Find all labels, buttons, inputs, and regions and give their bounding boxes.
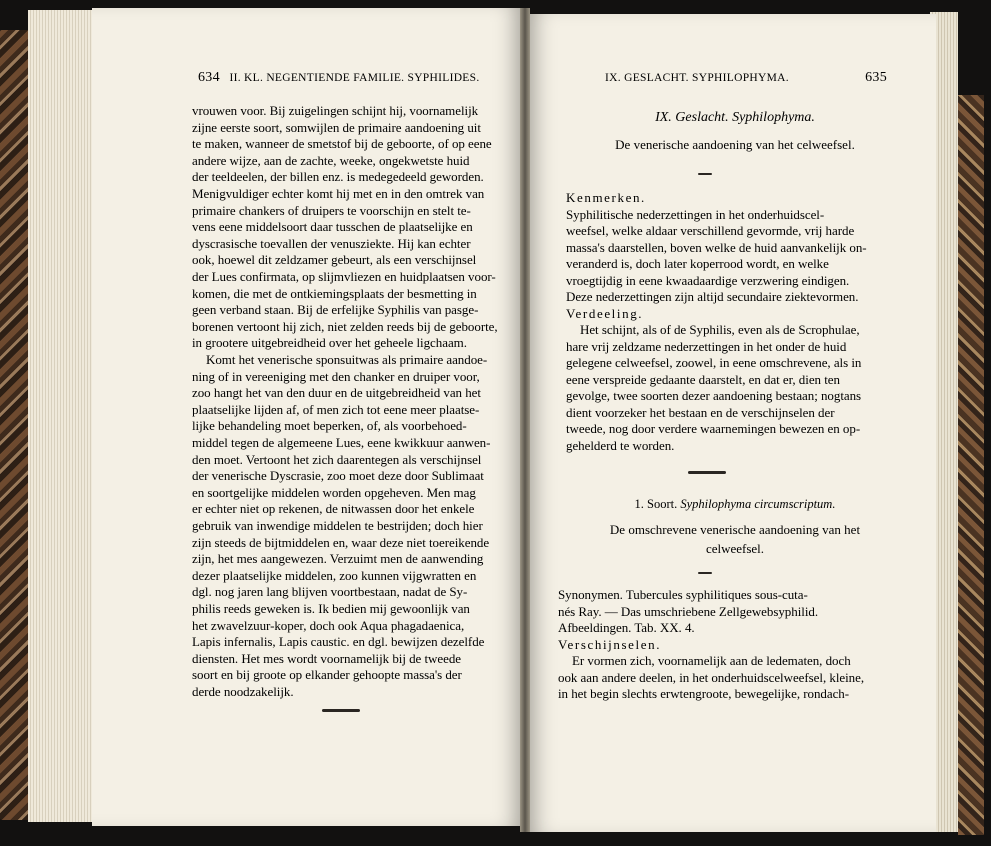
text-line: vrouwen voor. Bij zuigelingen schijnt hij, voornamelijk (192, 103, 479, 118)
text-line: vens eene middelsoort daar tusschen de plaatselijke en (192, 219, 473, 235)
text-line: ook aan andere deelen, in het onderhuidscelweefsel, kleine, (558, 669, 865, 685)
text-line: diensten. Het mes wordt voornamelijk bij de tweede (192, 650, 461, 666)
text-line: te maken, wanneer de smetstof bij de geboorte, of op eene (192, 136, 492, 152)
text-line: komen, die met de ontkiemingsplaats der besmetting in (192, 285, 477, 301)
book-gutter (520, 8, 530, 832)
text-line: der Lues confirmata, op slijmvliezen en huidplaatsen voor- (192, 269, 496, 284)
text-line: gelegene celweefsel, zoowel, in eene omschrevene, als in (566, 355, 862, 370)
text-line: tweede, nog door verdere waarnemingen bewezen en op- (566, 421, 861, 436)
section-ornament (688, 471, 726, 474)
text-line: veranderd is, doch later koperrood wordt, en welke (566, 256, 829, 271)
text-line: Er vormen zich, voornamelijk aan de ledematen, doch (572, 653, 851, 668)
text-line: Syphilitische nederzettingen in het onderhuidscel- (566, 206, 825, 222)
text-line: primaire chankers of druipers te voorschijn en stelt te- (192, 202, 471, 218)
text-line: weefsel, welke aldaar verschillend gevormde, vrij harde (566, 223, 855, 238)
text-line: Synonymen. Tubercules syphilitiques sous-cuta- (558, 587, 808, 602)
text-line: gehelderd te worden. (566, 437, 675, 453)
text-line: in grootere uitgebreidheid over het geheele ligchaam. (192, 335, 467, 351)
right-running-title: IX. GESLACHT. SYPHILOPHYMA. (605, 72, 789, 84)
species-heading (560, 497, 910, 512)
end-ornament-left (322, 709, 360, 712)
section-dash-1 (698, 173, 712, 175)
text-line: andere wijze, aan de zachte, weeke, ongekwetste huid (192, 152, 470, 168)
text-line: ning of in vereeniging met den chanker en druiper voor, (192, 368, 480, 384)
page-number-right: 635 (865, 70, 887, 85)
text-line: dgl. nog jaren lang blijven voortbestaan, nadat de Sy- (192, 584, 468, 600)
species-description-line-1: De omschrevene venerische aandoening van het (609, 522, 861, 537)
species-description-line-2: celweefsel. (705, 541, 765, 556)
text-line: lijke behandeling moet beperken, of, als voorbehoed- (192, 418, 467, 434)
text-line: Lapis infernalis, Lapis caustic. en dgl. bewijzen dezelfde (192, 634, 485, 650)
text-line: Afbeeldingen. Tab. XX. 4. (558, 620, 695, 635)
species-name: Syphilophyma circumscriptum. (680, 497, 836, 511)
text-line: der teeldeelen, der billen enz. is medegedeeld geworden. (192, 169, 484, 185)
text-line: zoo hangt het van den duur en de uitgebreidheid van het (192, 385, 481, 401)
text-line: hare vrij zeldzame nederzettingen in het onder de huid (566, 338, 847, 354)
genus-subtitle: De venerische aandoening van het celweefsel. (615, 137, 855, 152)
text-line: eene verspreide gedaante daarstelt, en dat er, dien ten (566, 371, 840, 387)
text-line: Verschijnselen. (558, 636, 662, 652)
species-number: 1. Soort. (634, 497, 678, 511)
text-line: plaatselijke lijden af, of men zich tot eene meer plaatse- (192, 401, 480, 417)
text-line: Komt het venerische sponsuitwas als primaire aandoe- (206, 352, 488, 367)
page-number-left: 634 (198, 70, 220, 85)
text-line: dient voorzeker het bestaan en de verschijnselen der (566, 404, 835, 420)
text-line: Verdeeling. (566, 305, 644, 321)
text-line: philis reeds geweken is. Ik bedien mij gewoonlijk van (192, 601, 470, 616)
text-line: massa's daarstellen, boven welke de huid aanvankelijk on- (566, 239, 867, 255)
text-line: nés Ray. — Das umschriebene Zellgewebsyphilid. (558, 603, 819, 619)
text-line: en soortgelijke middelen worden opgeheven. Men mag (192, 484, 476, 500)
text-line: borenen vertoont hij zich, niet zelden reeds bij de geboorte, (192, 318, 498, 334)
text-line: het zwavelzuur-koper, doch ook Aqua phagadaenica, (192, 617, 465, 633)
text-line: zijn steeds de bijtmiddelen en, waar deze niet toereikende (192, 534, 490, 550)
text-line: Kenmerken. (566, 190, 646, 205)
section-dash-2 (698, 572, 712, 574)
text-line: in het begin slechts erwtengroote, bewegelijke, rondach- (558, 686, 850, 701)
text-line: zijne eerste soort, somwijlen de primaire aandoening uit (192, 119, 481, 135)
genus-title: IX. Geslacht. Syphilophyma. (655, 110, 815, 125)
text-line: der venerische Dyscrasie, zoo moet deze door Sublimaat (192, 468, 484, 484)
text-line: vroegtijdig in eene kwaadaardige verzwering eindigen. (566, 272, 850, 288)
text-line: gevolge, twee soorten dezer aandoening bestaan; nogtans (566, 388, 862, 403)
text-line: ook, hoewel dit zeldzamer gebeurt, als een verschijnsel (192, 252, 477, 268)
text-line: er echter niet op rekenen, de nitwassen door het enkele (192, 501, 475, 517)
text-line: soort en bij groote op elkander gehoopte massa's der (192, 667, 462, 683)
text-line: dyscrasische toevallen der venusziekte. Hij kan echter (192, 235, 471, 251)
text-line: Menigvuldiger echter komt hij met en in den omtrek van (192, 186, 485, 201)
book-cover-marbled-right (958, 95, 984, 835)
text-line: dezer plaatselijke middelen, zoo kunnen vijgwratten en (192, 567, 477, 583)
book-cover-marbled-left (0, 30, 30, 820)
text-line: geen verband staan. Bij de erfelijke Syphilis van pasge- (192, 302, 479, 318)
text-line: Het schijnt, als of de Syphilis, even als de Scrophulae, (580, 322, 860, 337)
text-line: derde noodzakelijk. (192, 684, 294, 699)
left-running-title: II. KL. NEGENTIENDE FAMILIE. SYPHILIDES. (229, 72, 480, 84)
right-running-head (605, 72, 887, 84)
left-running-head (198, 70, 480, 86)
text-line: gebruik van inwendige middelen te bestrijden; doch hier (192, 518, 483, 533)
text-line: den moet. Vertoont het zich daarentegen als verschijnsel (192, 451, 482, 467)
text-line: zijn, het mes aangewezen. Verzuimt men de aanwending (192, 551, 484, 567)
text-line: middel tegen de algemeene Lues, eene kwikkuur aanwen- (192, 435, 491, 450)
text-line: Deze nederzettingen zijn altijd secundaire ziektevormen. (566, 289, 859, 304)
